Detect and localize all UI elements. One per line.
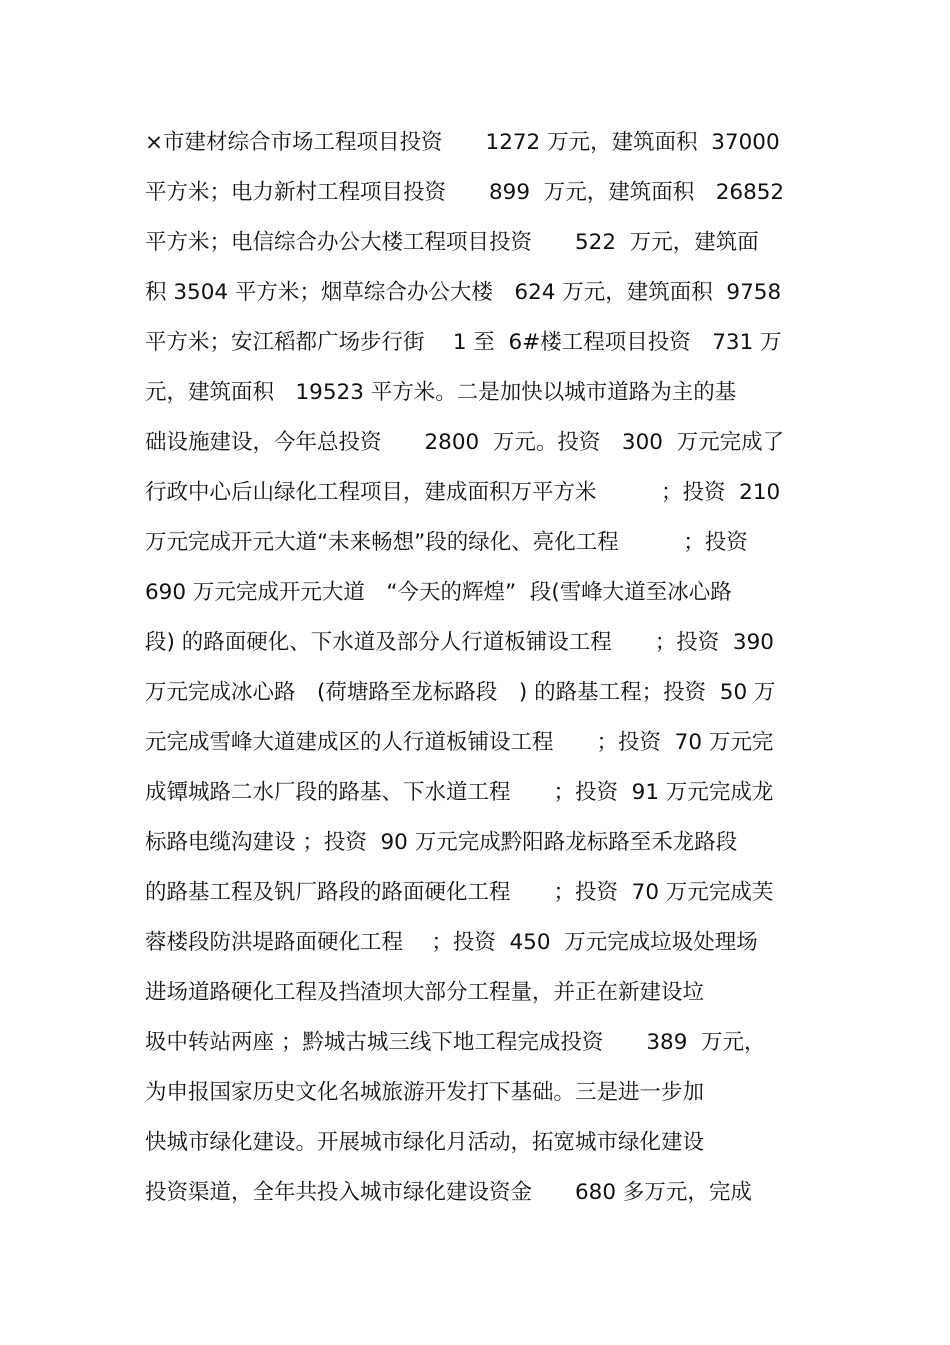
text-line: 础设施建设，今年总投资 2800 万元。投资 300 万元完成了 <box>145 430 785 455</box>
body-text <box>145 118 815 1218</box>
text-line: 万元完成开元大道“未来畅想”段的绿化、亮化工程 ；投资 <box>145 530 748 555</box>
text-line: 的路基工程及钒厂路段的路面硬化工程 ；投资 70 万元完成芙 <box>145 880 774 905</box>
text-line: 成镡城路二水厂段的路基、下水道工程 ；投资 91 万元完成龙 <box>145 780 774 805</box>
text-line: 元完成雪峰大道建成区的人行道板铺设工程 ；投资 70 万元完 <box>145 730 774 755</box>
text-line: 标路电缆沟建设 ；投资 90 万元完成黔阳路龙标路至禾龙路段 <box>145 830 738 855</box>
text-line: 690 万元完成开元大道 “今天的辉煌” 段(雪峰大道至冰心路 <box>145 580 732 605</box>
text-line: 积 3504 平方米；烟草综合办公大楼 624 万元，建筑面积 9758 <box>145 280 782 305</box>
text-line: 行政中心后山绿化工程项目，建成面积万平方米 ；投资 210 <box>145 480 781 505</box>
text-line: 为申报国家历史文化名城旅游开发打下基础。三是进一步加 <box>145 1080 705 1105</box>
text-line: 投资渠道，全年共投入城市绿化建设资金 680 多万元，完成 <box>145 1180 752 1205</box>
text-line: 元，建筑面积 19523 平方米。二是加快以城市道路为主的基 <box>145 380 737 405</box>
text-line: 进场道路硬化工程及挡渣坝大部分工程量，并正在新建设垃 <box>145 980 705 1005</box>
text-line: 万元完成冰心路 (荷塘路至龙标路段 ) 的路基工程；投资 50 万 <box>145 680 776 705</box>
text-line: 段) 的路面硬化、下水道及部分人行道板铺设工程 ；投资 390 <box>145 630 774 655</box>
text-line: 圾中转站两座 ；黔城古城三线下地工程完成投资 389 万元， <box>145 1030 766 1055</box>
text-line: 平方米；电力新村工程项目投资 899 万元，建筑面积 26852 <box>145 180 785 205</box>
text-line: ×市建材综合市场工程项目投资 1272 万元，建筑面积 37000 <box>145 130 780 155</box>
text-line: 平方米；安江稻都广场步行街 1 至 6#楼工程项目投资 731 万 <box>145 330 782 355</box>
text-line: 平方米；电信综合办公大楼工程项目投资 522 万元，建筑面 <box>145 230 759 255</box>
text-line: 快城市绿化建设。开展城市绿化月活动，拓宽城市绿化建设 <box>145 1130 705 1155</box>
text-line: 蓉楼段防洪堤路面硬化工程 ；投资 450 万元完成垃圾处理场 <box>145 930 758 955</box>
